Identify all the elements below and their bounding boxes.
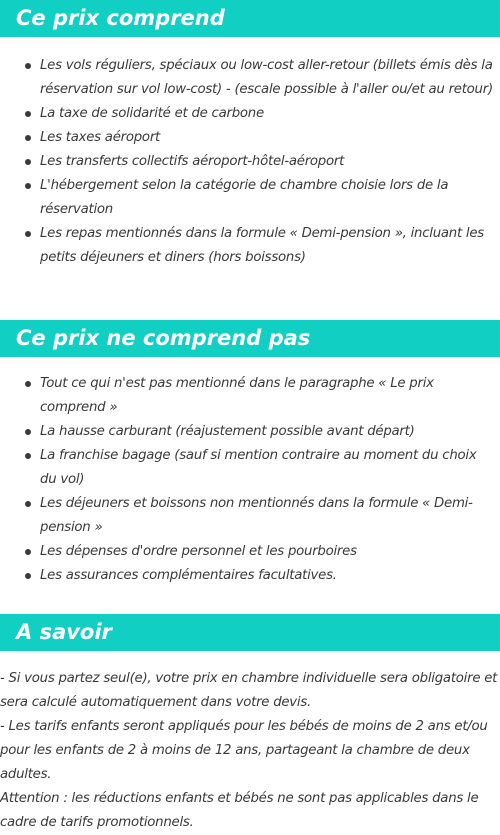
info-section-title: A savoir	[0, 614, 500, 651]
list-item: La taxe de solidarité et de carbone	[40, 102, 496, 126]
list-item: Les vols réguliers, spéciaux ou low-cost aller-retour (billets émis dès la réservation sur vol low-cost) - (escale possible à l'aller ou/et au retour)	[40, 54, 496, 102]
included-section-title: Ce prix comprend	[0, 0, 500, 37]
list-item: Les repas mentionnés dans la formule « Demi-pension », incluant les petits déjeuners et diners (hors boissons)	[40, 222, 496, 270]
info-paragraph: - Les tarifs enfants seront appliqués pour les bébés de moins de 2 ans et/ou pour les enfants de 2 à moins de 12 ans, partageant la chambre de deux adultes.	[0, 719, 488, 782]
list-item: Les transferts collectifs aéroport-hôtel-aéroport	[40, 150, 496, 174]
list-item: Les taxes aéroport	[40, 126, 496, 150]
list-item: L'hébergement selon la catégorie de chambre choisie lors de la réservation	[40, 174, 496, 222]
list-item: Tout ce qui n'est pas mentionné dans le paragraphe « Le prix comprend »	[40, 372, 496, 420]
list-item: La franchise bagage (sauf si mention contraire au moment du choix du vol)	[40, 444, 496, 492]
excluded-list	[0, 372, 500, 588]
excluded-section-title: Ce prix ne comprend pas	[0, 320, 500, 357]
info-notes	[0, 667, 500, 835]
included-list	[0, 54, 500, 270]
info-paragraph: - Si vous partez seul(e), votre prix en chambre individuelle sera obligatoire et sera calculé automatiquement dans votre devis.	[0, 671, 498, 710]
list-item: Les dépenses d'ordre personnel et les pourboires	[40, 540, 496, 564]
info-paragraph: Attention : les réductions enfants et bébés ne sont pas applicables dans le cadre de tarifs promotionnels.	[0, 791, 479, 830]
list-item: La hausse carburant (réajustement possible avant départ)	[40, 420, 496, 444]
list-item: Les déjeuners et boissons non mentionnés dans la formule « Demi-pension »	[40, 492, 496, 540]
list-item: Les assurances complémentaires facultatives.	[40, 564, 496, 588]
